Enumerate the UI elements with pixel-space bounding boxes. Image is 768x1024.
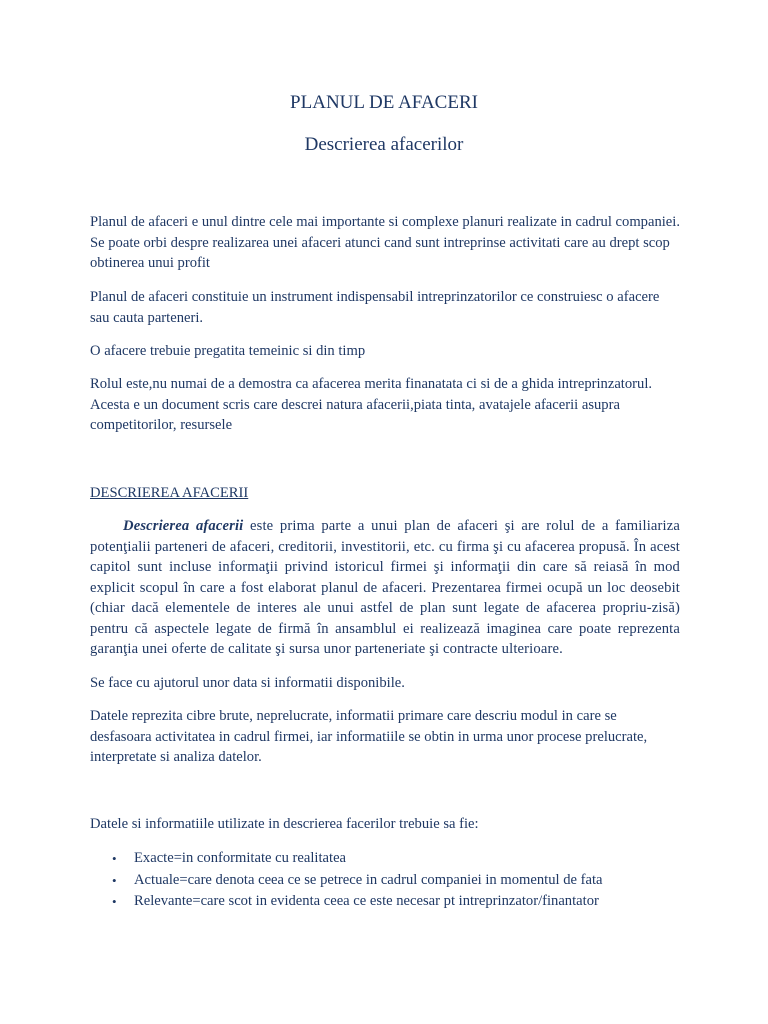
paragraph-requirements: Datele si informatiile utilizate in descrierea facerilor trebuie sa fie: [90, 816, 479, 832]
paragraph-role: Rolul este,nu numai de a demostra ca afacerea merita finanatata ci si de a ghida intreprinzatorul. Acesta e un document scris care descrei natura afacerii,piata tinta, avatajele afacerii asupra competitorilor, resursele [90, 376, 653, 433]
paragraph-description [90, 516, 680, 660]
paragraph-preparation: O afacere trebuie pregatita temeinic si din timp [90, 343, 366, 359]
section-heading: DESCRIEREA AFACERII [90, 485, 249, 501]
paragraph-intro: Planul de afaceri e unul dintre cele mai importante si complexe planuri realizate in cadrul companiei. Se poate orbi despre realizarea unei afaceri atunci cand sunt intreprinse activitati care au drept scop obtinerea unui profit [90, 214, 680, 271]
list-item [90, 870, 690, 892]
description-lead-term: Descrierea afacerii [123, 518, 244, 534]
document-subtitle: Descrierea afacerilor [304, 134, 464, 155]
list-item [90, 848, 690, 870]
paragraph-data-sources: Se face cu ajutorul unor data si informatii disponibile. [90, 675, 405, 691]
list-item-text: Relevante=care scot in evidenta ceea ce este necesar pt intreprinzator/finantator [134, 893, 599, 909]
bullet-icon: • [112, 894, 117, 909]
paragraph-data-definition: Datele reprezita cibre brute, neprelucrate, informatii primare care descriu modul in care se desfasoara activitatea in cadrul firmei, iar informatiile se obtin in urma unor procese prelucrate, interpretate si analiza datelor. [90, 708, 648, 765]
list-item [90, 891, 690, 913]
paragraph-instrument: Planul de afaceri constituie un instrument indispensabil intreprinzatorilor ce construiesc o afacere sau cauta parteneri. [90, 289, 660, 326]
description-body: este prima parte a unui plan de afaceri şi are rolul de a familiariza potenţialii parteneri de afaceri, creditorii, investitorii, etc. cu firma şi cu afacerea propusă. În acest capitol sunt incluse informaţii privind istoricul firmei şi informaţii din care să reiasă în mod explicit scopul în care a fost elaborat planul de afaceri. Prezentarea firmei ocupă un loc deosebit (chiar dacă elementele de interes ale unui astfel de plan sunt legate de afacerea propriu-zisă) pentru că aspectele legate de firmă în ansamblul ei realizează imaginea care poate reprezenta garanţia unei oferte de calitate şi sursa unor parteneriate şi contracte ulterioare. [90, 518, 680, 657]
requirements-list [90, 848, 690, 913]
list-item-text: Exacte=in conformitate cu realitatea [134, 850, 347, 866]
bullet-icon: • [112, 851, 117, 866]
document-title: PLANUL DE AFACERI [290, 92, 478, 113]
list-item-text: Actuale=care denota ceea ce se petrece in cadrul companiei in momentul de fata [134, 871, 603, 888]
bullet-icon: • [112, 872, 117, 888]
